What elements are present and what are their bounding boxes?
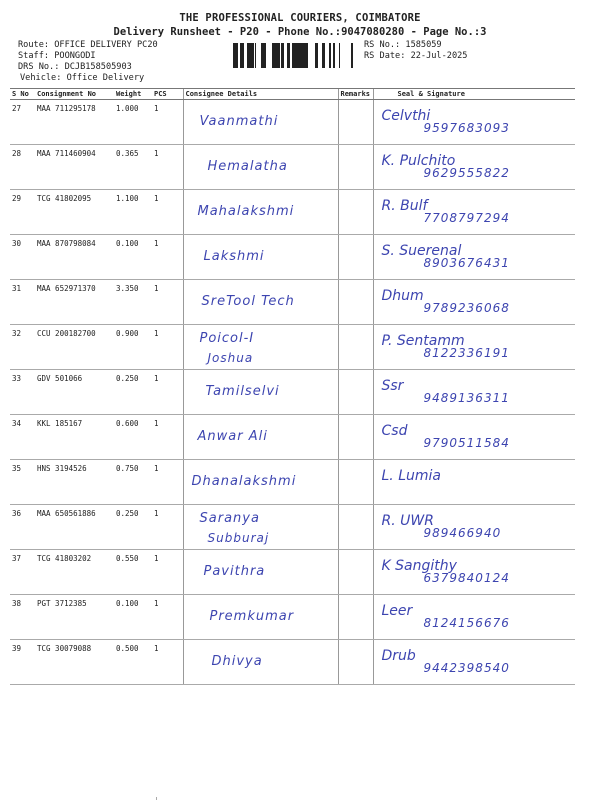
row-pcs: 1: [152, 280, 183, 325]
row-consignment-no: TCG 41802095: [35, 190, 114, 235]
signature-scrawl: P. Sentamm: [381, 333, 465, 349]
signature-phone: 9790511584: [423, 436, 510, 450]
row-signature: [373, 190, 575, 235]
signature-scrawl: R. Bulf: [381, 198, 428, 214]
signature-phone: 8124156676: [423, 616, 510, 630]
barcode-icon: [233, 43, 355, 68]
row-weight: 0.100: [114, 595, 152, 640]
consignee-cell: [186, 599, 336, 635]
barcode-bar: [334, 43, 335, 68]
barcode-bar: [243, 43, 244, 68]
row-remarks: [338, 505, 373, 550]
route-label: Route: OFFICE DELIVERY PC20: [18, 40, 158, 50]
signature-phone: 9629555822: [423, 166, 510, 180]
table-row: [10, 550, 575, 595]
barcode-bar: [252, 43, 254, 68]
col-header-weight: Weight: [114, 89, 152, 100]
row-pcs: 1: [152, 460, 183, 505]
row-pcs: 1: [152, 325, 183, 370]
meta-right: [364, 40, 467, 62]
table-row: [10, 460, 575, 505]
row-signature: [373, 550, 575, 595]
consignee-name: Dhivya: [211, 654, 263, 669]
signature-scrawl: Celvthi: [381, 108, 431, 124]
col-header-sno: S No: [10, 89, 35, 100]
table-row: [10, 190, 575, 235]
signature-cell: [376, 149, 574, 185]
barcode-bar: [306, 43, 308, 68]
signature-scrawl: K. Pulchito: [381, 153, 456, 169]
consignee-name: Mahalakshmi: [197, 204, 295, 219]
row-pcs: 1: [152, 370, 183, 415]
consignee-cell: [186, 374, 336, 410]
row-remarks: [338, 280, 373, 325]
row-consignee-details: [183, 550, 338, 595]
row-sno: 30: [10, 235, 35, 280]
row-weight: 1.100: [114, 190, 152, 235]
row-consignment-no: MAA 870798084: [35, 235, 114, 280]
row-weight: 0.250: [114, 505, 152, 550]
barcode-bar: [264, 43, 266, 68]
signature-cell: [376, 239, 574, 275]
signature-phone: 8903676431: [423, 256, 510, 270]
row-pcs: 1: [152, 235, 183, 280]
barcode-bar: [272, 43, 274, 68]
signature-scrawl: Leer: [381, 603, 413, 619]
consignee-name: Tamilselvi: [205, 384, 280, 399]
row-consignee-details: [183, 370, 338, 415]
signature-cell: [376, 374, 574, 410]
drs-label: DRS No.: DCJB158505903: [18, 62, 132, 72]
signature-cell: [376, 329, 574, 365]
row-weight: 0.500: [114, 640, 152, 685]
signature-phone: 989466940: [423, 526, 502, 540]
row-weight: 1.000: [114, 100, 152, 145]
barcode-bar: [281, 43, 284, 68]
row-sno: 35: [10, 460, 35, 505]
signature-phone: 8122336191: [423, 346, 510, 360]
consignee-name: Poicol-I: [199, 331, 255, 346]
row-remarks: [338, 550, 373, 595]
signature-cell: [376, 104, 574, 140]
row-consignment-no: MAA 650561886: [35, 505, 114, 550]
consignee-name: Anwar Ali: [197, 429, 268, 444]
consignee-cell: [186, 509, 336, 545]
signature-scrawl: L. Lumia: [381, 468, 441, 484]
consignee-cell: [186, 239, 336, 275]
row-consignee-details: [183, 235, 338, 280]
row-signature: [373, 145, 575, 190]
company-title: THE PROFESSIONAL COURIERS, COIMBATORE: [179, 12, 421, 24]
row-remarks: [338, 595, 373, 640]
row-sno: 39: [10, 640, 35, 685]
row-sno: 34: [10, 415, 35, 460]
barcode-bar: [249, 43, 252, 68]
row-remarks: [338, 640, 373, 685]
row-pcs: 1: [152, 145, 183, 190]
signature-phone: 9789236068: [423, 301, 510, 315]
signature-cell: [376, 419, 574, 455]
barcode-bar: [339, 43, 340, 68]
consignee-cell: [186, 104, 336, 140]
row-consignee-details: [183, 595, 338, 640]
row-weight: 3.350: [114, 280, 152, 325]
row-pcs: 1: [152, 415, 183, 460]
row-remarks: [338, 460, 373, 505]
table-row: [10, 505, 575, 550]
row-signature: [373, 325, 575, 370]
row-pcs: 1: [152, 100, 183, 145]
row-signature: [373, 415, 575, 460]
table-row: [10, 370, 575, 415]
row-consignee-details: [183, 325, 338, 370]
consignee-name: Premkumar: [209, 609, 295, 624]
signature-cell: [376, 644, 574, 680]
barcode-bar: [247, 43, 249, 68]
barcode-bar: [297, 43, 300, 68]
row-sno: 29: [10, 190, 35, 235]
row-weight: 0.550: [114, 550, 152, 595]
row-remarks: [338, 325, 373, 370]
signature-cell: [376, 599, 574, 635]
row-weight: 0.250: [114, 370, 152, 415]
table-row: [10, 280, 575, 325]
barcode-bar: [240, 43, 243, 68]
col-header-pcs: PCS: [152, 89, 183, 100]
barcode-bar: [322, 43, 325, 68]
signature-cell: [376, 464, 574, 500]
table-row: [10, 145, 575, 190]
meta-left: [18, 40, 158, 84]
col-header-signature: Seal & Signature: [373, 89, 575, 100]
barcode-bar: [277, 43, 280, 68]
runsheet-subtitle: Delivery Runsheet - P20 - Phone No.:9047080280 - Page No.:3: [113, 26, 487, 38]
signature-cell: [376, 284, 574, 320]
row-remarks: [338, 190, 373, 235]
consignee-cell: [186, 329, 336, 365]
barcode-bar: [315, 43, 318, 68]
signature-scrawl: K Sangithy: [381, 558, 457, 574]
row-weight: 0.900: [114, 325, 152, 370]
col-header-consignment: Consignment No: [35, 89, 114, 100]
runsheet-table: [10, 88, 575, 685]
barcode-bar: [287, 43, 290, 68]
row-signature: [373, 505, 575, 550]
row-signature: [373, 640, 575, 685]
row-pcs: 1: [152, 640, 183, 685]
row-signature: [373, 100, 575, 145]
row-pcs: 1: [152, 550, 183, 595]
row-pcs: 1: [152, 190, 183, 235]
table-header-row: [10, 89, 575, 100]
table-row: [10, 235, 575, 280]
consignee-cell: [186, 194, 336, 230]
barcode-bar: [351, 43, 353, 68]
row-consignment-no: TCG 41803202: [35, 550, 114, 595]
vehicle-label: Vehicle: Office Delivery: [20, 73, 145, 83]
signature-phone: 6379840124: [423, 571, 510, 585]
col-header-remarks: Remarks: [338, 89, 373, 100]
rs-date: RS Date: 22-Jul-2025: [364, 51, 468, 61]
row-remarks: [338, 415, 373, 460]
row-weight: 0.365: [114, 145, 152, 190]
row-remarks: [338, 145, 373, 190]
barcode-bar: [235, 43, 237, 68]
row-sno: 27: [10, 100, 35, 145]
signature-phone: 9442398540: [423, 661, 510, 675]
row-sno: 37: [10, 550, 35, 595]
row-consignee-details: [183, 505, 338, 550]
signature-scrawl: R. UWR: [381, 513, 434, 529]
consignee-name: Pavithra: [203, 564, 266, 579]
consignee-cell: [186, 464, 336, 500]
consignee-cell: [186, 554, 336, 590]
row-sno: 33: [10, 370, 35, 415]
signature-phone: 9489136311: [423, 391, 510, 405]
signature-scrawl: Drub: [381, 648, 416, 664]
row-weight: 0.100: [114, 235, 152, 280]
consignee-name-line2: Subburaj: [207, 531, 270, 545]
row-consignment-no: MAA 652971370: [35, 280, 114, 325]
barcode-bar: [292, 43, 294, 68]
row-consignee-details: [183, 460, 338, 505]
barcode-bar: [263, 43, 264, 68]
signature-cell: [376, 509, 574, 545]
row-signature: [373, 235, 575, 280]
barcode-bar: [261, 43, 263, 68]
barcode-bar: [329, 43, 331, 68]
row-weight: 0.750: [114, 460, 152, 505]
barcode-bar: [274, 43, 277, 68]
table-row: [10, 595, 575, 640]
row-consignment-no: MAA 711295178: [35, 100, 114, 145]
consignee-name-line2: Joshua: [207, 351, 254, 365]
col-header-consignee: Consignee Details: [183, 89, 338, 100]
signature-scrawl: Dhum: [381, 288, 424, 304]
table-row: [10, 100, 575, 145]
signature-scrawl: Ssr: [381, 378, 404, 394]
table-row: [10, 415, 575, 460]
consignee-cell: [186, 644, 336, 680]
row-pcs: 1: [152, 505, 183, 550]
row-consignment-no: CCU 200182700: [35, 325, 114, 370]
barcode-bar: [255, 43, 256, 68]
signature-cell: [376, 194, 574, 230]
consignee-name: Vaanmathi: [199, 114, 279, 129]
consignee-name: Dhanalakshmi: [191, 474, 297, 489]
barcode-bar: [301, 43, 304, 68]
table-body: [10, 100, 575, 685]
consignee-name: Hemalatha: [207, 159, 288, 174]
consignee-name: Saranya: [199, 511, 260, 526]
row-consignment-no: PGT 3712385: [35, 595, 114, 640]
row-sno: 28: [10, 145, 35, 190]
row-consignee-details: [183, 145, 338, 190]
barcode-bar: [300, 43, 301, 68]
row-pcs: 1: [152, 595, 183, 640]
signature-cell: [376, 554, 574, 590]
consignee-cell: [186, 284, 336, 320]
barcode-bar: [333, 43, 334, 68]
signature-scrawl: S. Suerenal: [381, 243, 462, 259]
row-sno: 36: [10, 505, 35, 550]
staff-label: Staff: POONGODI: [18, 51, 96, 61]
signature-phone: 9597683093: [423, 121, 510, 135]
row-remarks: [338, 370, 373, 415]
row-remarks: [338, 235, 373, 280]
consignee-name: Lakshmi: [203, 249, 265, 264]
table-row: [10, 640, 575, 685]
consignee-name: SreTool Tech: [201, 294, 295, 309]
barcode-bar: [294, 43, 297, 68]
row-signature: [373, 595, 575, 640]
row-consignment-no: TCG 30079088: [35, 640, 114, 685]
row-signature: [373, 460, 575, 505]
rs-number: RS No.: 1585059: [364, 40, 442, 50]
row-consignee-details: [183, 280, 338, 325]
row-consignment-no: KKL 185167: [35, 415, 114, 460]
barcode-bar: [304, 43, 306, 68]
barcode-bar: [237, 43, 238, 68]
row-weight: 0.600: [114, 415, 152, 460]
row-consignment-no: HNS 3194526: [35, 460, 114, 505]
row-consignee-details: [183, 640, 338, 685]
row-consignee-details: [183, 190, 338, 235]
table-row: [10, 325, 575, 370]
row-remarks: [338, 100, 373, 145]
row-sno: 38: [10, 595, 35, 640]
consignee-cell: [186, 149, 336, 185]
row-consignee-details: [183, 415, 338, 460]
row-consignment-no: GDV 501066: [35, 370, 114, 415]
signature-scrawl: Csd: [381, 423, 408, 439]
row-sno: 31: [10, 280, 35, 325]
barcode-bar: [233, 43, 235, 68]
consignee-cell: [186, 419, 336, 455]
row-consignment-no: MAA 711460904: [35, 145, 114, 190]
row-signature: [373, 370, 575, 415]
row-signature: [373, 280, 575, 325]
signature-phone: 7708797294: [423, 211, 510, 225]
row-sno: 32: [10, 325, 35, 370]
row-consignee-details: [183, 100, 338, 145]
